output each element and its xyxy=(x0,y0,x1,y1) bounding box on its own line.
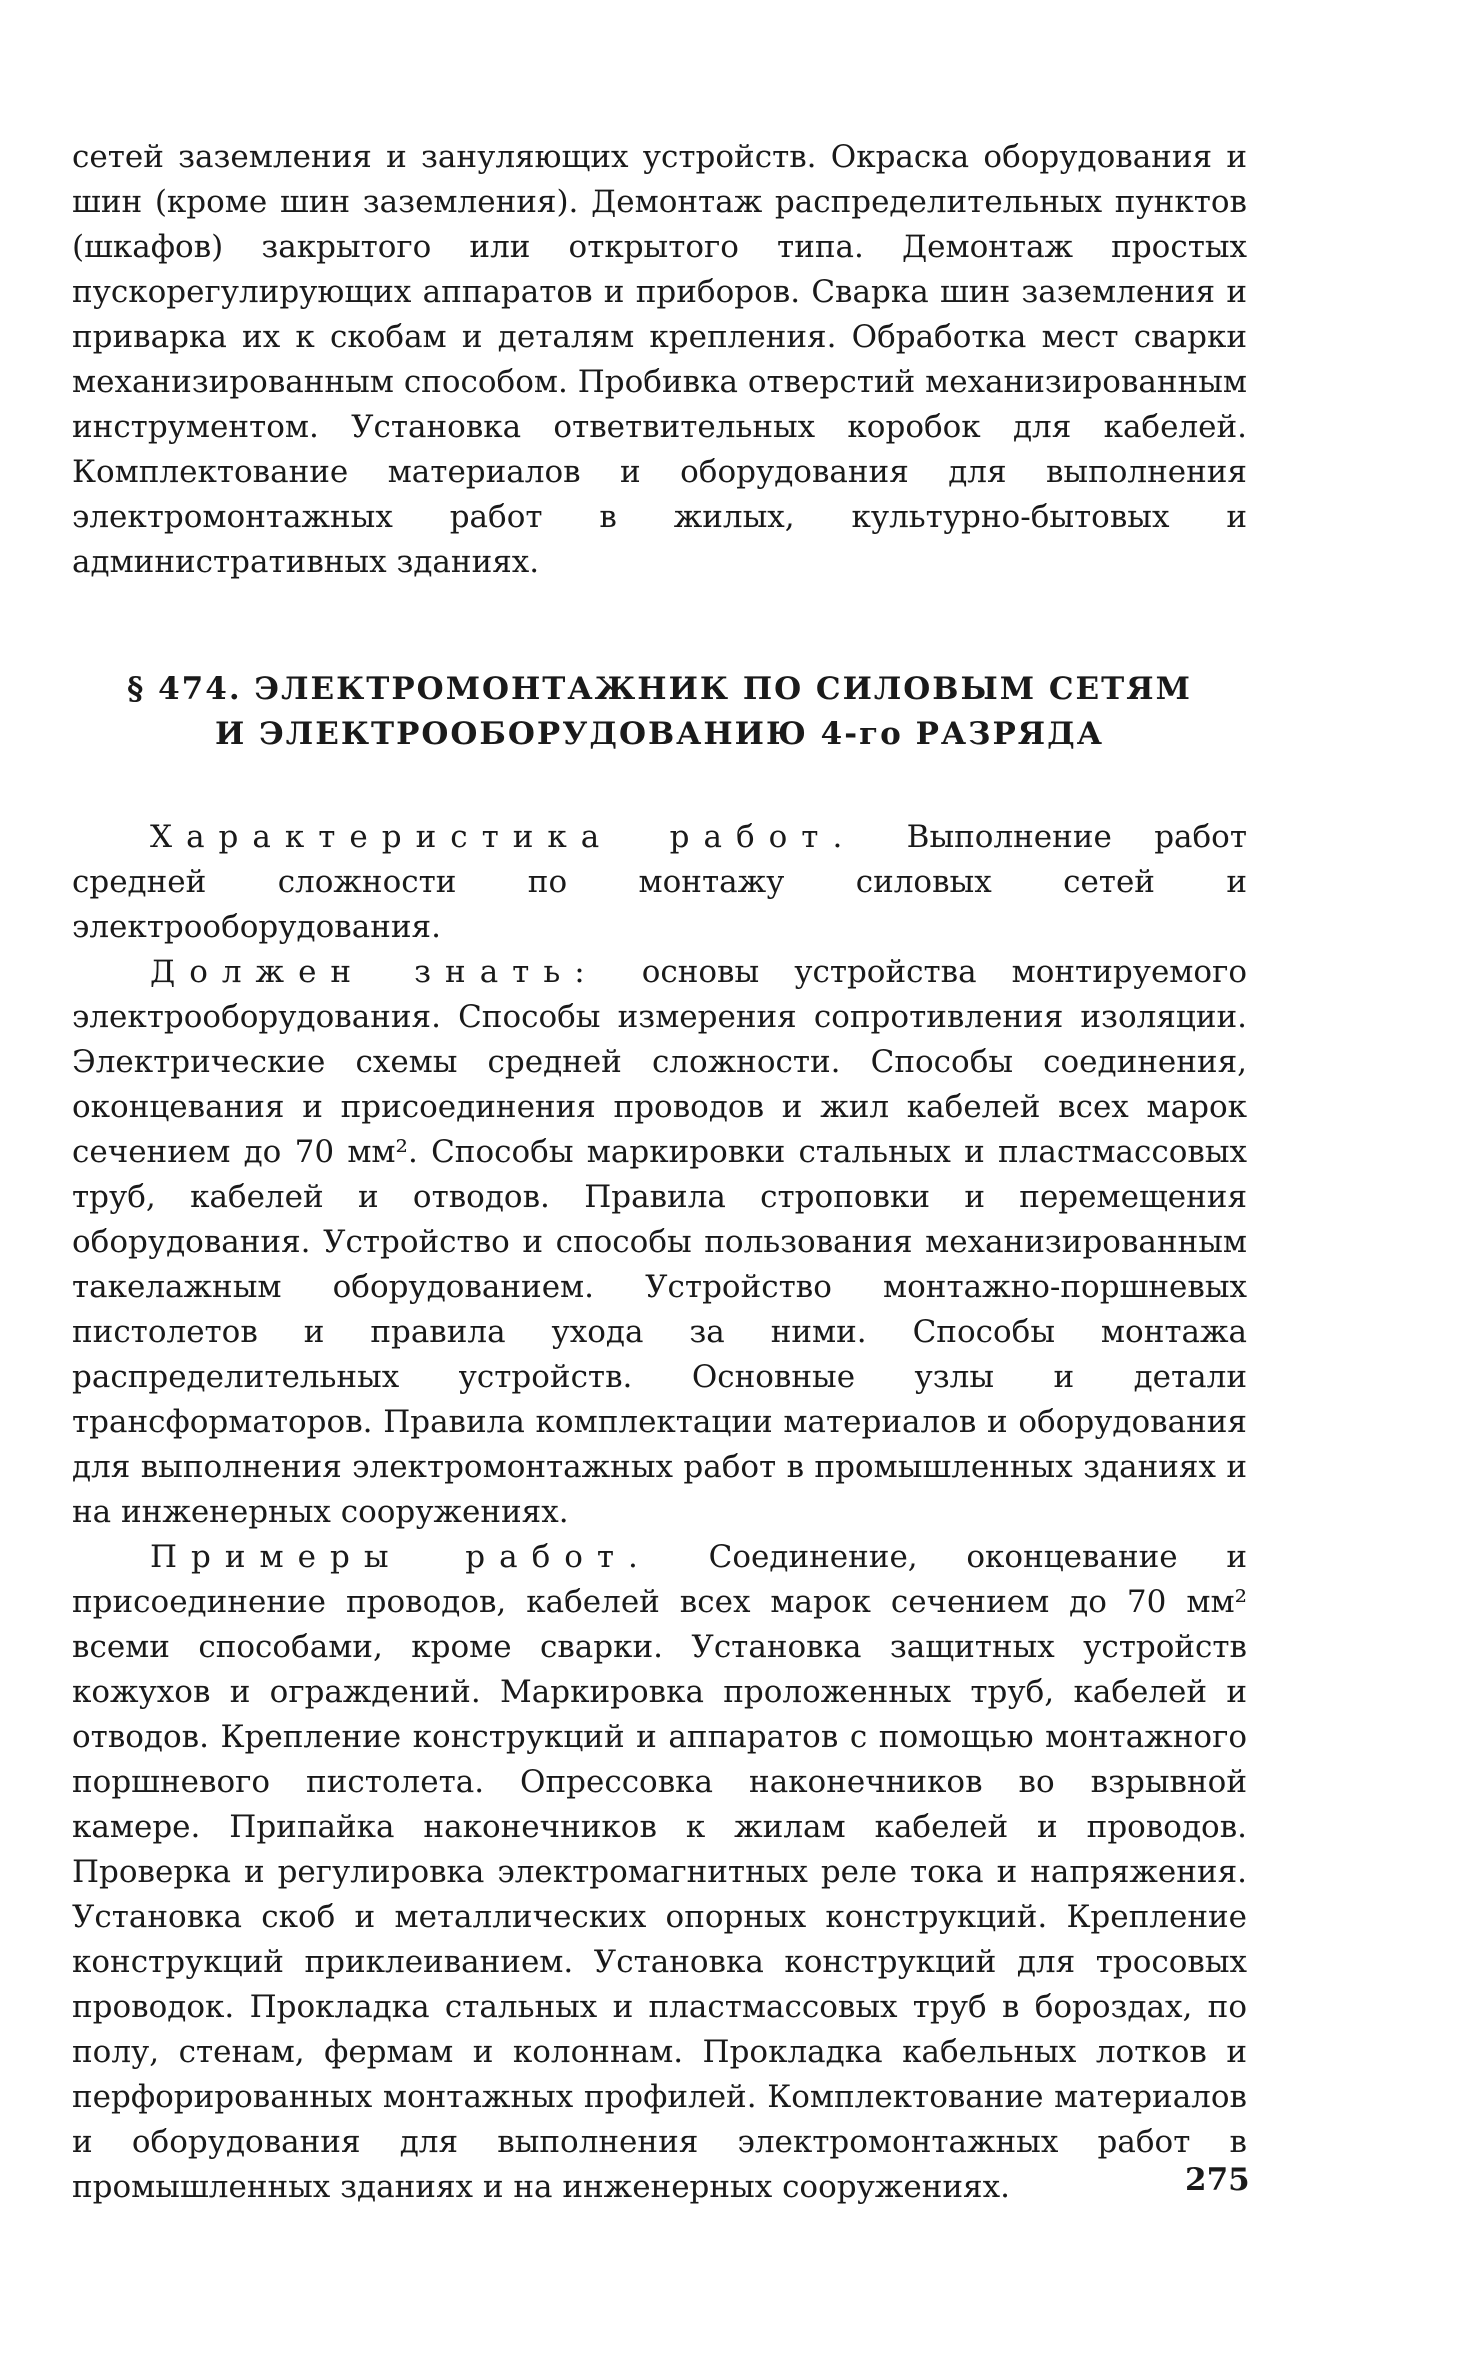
section-heading xyxy=(72,667,1247,757)
must-know-text: основы устройства монтируемого электрооборудования. Способы измерения сопротивления изоляции. Электрические схемы средней сложности. Способы соединения, оконцевания и присоединения проводов и жил кабелей всех марок сечением до 70 мм². Способы маркировки стальных и пластмассовых труб, кабелей и отводов. Правила строповки и перемещения оборудования. Устройство и способы пользования механизированным такелажным оборудованием. Устройство монтажно-поршневых пистолетов и правила ухода за ними. Способы монтажа распределительных устройств. Основные узлы и детали трансформаторов. Правила комплектации материалов и оборудования для выполнения электромонтажных работ в промышленных зданиях и на инженерных сооружениях. xyxy=(72,954,1247,1530)
intro-paragraph: сетей заземления и зануляющих устройств. Окраска оборудования и шин (кроме шин заземления). Демонтаж распределительных пунктов (шкафов) закрытого или открытого типа. Демонтаж простых пускорегулирующих аппаратов и приборов. Сварка шин заземления и приварка их к скобам и деталям крепления. Обработка мест сварки механизированным способом. Пробивка отверстий механизированным инструментом. Установка ответвительных коробок для кабелей. Комплектование материалов и оборудования для выполнения электромонтажных работ в жилых, культурно-бытовых и административных зданиях. xyxy=(72,139,1247,580)
section-title-line-2: И ЭЛЕКТРООБОРУДОВАНИЮ 4-го РАЗРЯДА xyxy=(215,716,1104,752)
document-page xyxy=(72,135,1247,2210)
characteristic-label: Характеристика работ. xyxy=(150,819,857,855)
section-title-line-1: § 474. ЭЛЕКТРОМОНТАЖНИК ПО СИЛОВЫМ СЕТЯМ xyxy=(127,671,1192,707)
characteristic-text: Выполнение работ средней сложности по монтажу силовых сетей и электрооборудования. xyxy=(72,819,1247,945)
must-know-paragraph xyxy=(72,950,1247,1535)
examples-text: Соединение, оконцевание и присоединение проводов, кабелей всех марок сечением до 70 мм² всеми способами, кроме сварки. Установка защитных устройств кожухов и ограждений. Маркировка проложенных труб, кабелей и отводов. Крепление конструкций и аппаратов с помощью монтажного поршневого пистолета. Опрессовка наконечников во взрывной камере. Припайка наконечников к жилам кабелей и проводов. Проверка и регулировка электромагнитных реле тока и напряжения. Установка скоб и металлических опорных конструкций. Крепление конструкций приклеиванием. Установка конструкций для тросовых проводок. Прокладка стальных и пластмассовых труб в бороздах, по полу, стенам, фермам и колоннам. Прокладка кабельных лотков и перфорированных монтажных профилей. Комплектование материалов и оборудования для выполнения электромонтажных работ в промышленных зданиях и на инженерных сооружениях. xyxy=(72,1539,1247,2205)
examples-paragraph xyxy=(72,1535,1247,2210)
characteristic-paragraph xyxy=(72,815,1247,950)
examples-label: Примеры работ. xyxy=(150,1539,652,1575)
must-know-label: Должен знать: xyxy=(150,954,599,990)
page-number: 275 xyxy=(1185,2162,1250,2198)
